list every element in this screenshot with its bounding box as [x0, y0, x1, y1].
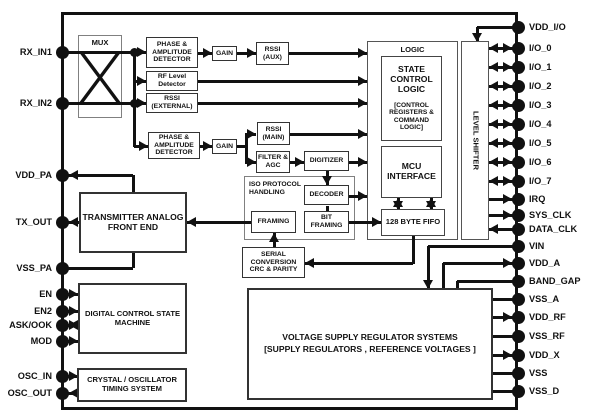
state-control-logic-note: [CONTROL REGISTERS & COMMAND LOGIC]: [389, 101, 434, 132]
arrowhead: [69, 320, 78, 330]
pin-dot-DATA_CLK: [512, 223, 525, 236]
pin-dot-I/O_4: [512, 118, 525, 131]
arrowhead: [203, 141, 212, 151]
arrowhead: [489, 100, 498, 110]
arrowhead: [295, 157, 304, 167]
arrowhead: [358, 48, 367, 58]
block-voltage-supply-regulator: VOLTAGE SUPPLY REGULATOR SYSTEMS: [282, 332, 458, 343]
pin-dot-I/O_3: [512, 99, 525, 112]
arrowhead: [187, 217, 196, 227]
pin-label-RX_IN1: RX_IN1: [19, 47, 52, 57]
arrowhead: [503, 157, 512, 167]
pin-dot-VSS_PA: [56, 262, 69, 275]
arrowhead: [503, 81, 512, 91]
arrowhead: [358, 157, 367, 167]
block-filter-agc: FILTER & AGC: [256, 151, 290, 173]
arrowhead: [503, 210, 512, 220]
wire: [187, 221, 251, 224]
block-rf-level-detector: RF Level Detector: [146, 71, 198, 91]
pin-label-VSS_D: VSS_D: [529, 386, 560, 396]
arrowhead: [203, 48, 212, 58]
block-framing: FRAMING: [251, 211, 296, 233]
pin-dot-RX_IN2: [56, 97, 69, 110]
pin-dot-VDD_X: [512, 349, 525, 362]
pin-dot-VDD_PA: [56, 169, 69, 182]
pin-label-VDD_PA: VDD_PA: [15, 170, 52, 180]
arrowhead: [69, 217, 78, 227]
logic-label: LOGIC: [400, 45, 425, 54]
pin-label-I/O_6: I/O_6: [529, 157, 552, 167]
block-phase-amplitude-detector-1: PHASE & AMPLITUDE DETECTOR: [146, 37, 198, 68]
pin-dot-VSS_A: [512, 293, 525, 306]
pin-dot-OSC_IN: [56, 370, 69, 383]
arrowhead: [489, 157, 498, 167]
pin-label-VSS_A: VSS_A: [529, 294, 560, 304]
pin-label-I/O_2: I/O_2: [529, 81, 552, 91]
arrowhead: [139, 141, 148, 151]
wire: [197, 80, 367, 83]
wire: [132, 252, 135, 268]
pin-label-IRQ: IRQ: [529, 194, 546, 204]
arrowhead: [358, 98, 367, 108]
pin-dot-I/O_2: [512, 80, 525, 93]
pin-dot-EN: [56, 288, 69, 301]
arrowhead: [503, 176, 512, 186]
arrowhead: [358, 129, 367, 139]
pin-dot-VSS_RF: [512, 330, 525, 343]
arrowhead: [489, 62, 498, 72]
block-gain-1: GAIN: [212, 46, 237, 61]
pin-dot-I/O_0: [512, 42, 525, 55]
block-rssi-main: RSSI (MAIN): [257, 122, 290, 145]
block-mcu-interface: MCU INTERFACE: [381, 146, 442, 198]
pin-dot-I/O_7: [512, 175, 525, 188]
pin-dot-VDD_RF: [512, 311, 525, 324]
pin-label-VSS_PA: VSS_PA: [16, 263, 52, 273]
block-level-shifter: LEVEL SHIFTER: [461, 41, 489, 240]
block-gain-2: GAIN: [212, 139, 237, 154]
pin-dot-VSS_D: [512, 385, 525, 398]
wire: [428, 245, 518, 248]
pin-label-I/O_5: I/O_5: [529, 138, 552, 148]
arrowhead: [503, 258, 512, 268]
pin-dot-VSS: [512, 367, 525, 380]
pin-label-I/O_0: I/O_0: [529, 43, 552, 53]
arrowhead: [489, 81, 498, 91]
pin-label-I/O_1: I/O_1: [529, 62, 552, 72]
arrowhead: [69, 336, 78, 346]
pin-label-BAND_GAP: BAND_GAP: [529, 276, 581, 286]
arrowhead: [269, 233, 279, 242]
arrowhead: [489, 43, 498, 53]
arrowhead: [503, 100, 512, 110]
block-rssi-aux: RSSI (AUX): [256, 42, 289, 65]
arrowhead: [69, 306, 78, 316]
arrowhead: [489, 138, 498, 148]
pin-dot-VDD_A: [512, 257, 525, 270]
wire: [290, 133, 367, 136]
pin-dot-TX_OUT: [56, 216, 69, 229]
pin-label-VIN: VIN: [529, 241, 545, 251]
wire: [289, 52, 367, 55]
arrowhead: [503, 43, 512, 53]
pin-dot-EN2: [56, 305, 69, 318]
pin-label-MOD: MOD: [30, 336, 52, 346]
block-phase-amplitude-detector-2: PHASE & AMPLITUDE DETECTOR: [148, 132, 200, 159]
pin-dot-ASK/OOK: [56, 319, 69, 332]
wire: [132, 175, 135, 193]
pin-dot-I/O_5: [512, 137, 525, 150]
arrowhead: [503, 194, 512, 204]
pin-label-DATA_CLK: DATA_CLK: [529, 224, 578, 234]
arrowhead: [503, 62, 512, 72]
junction-dot: [130, 48, 139, 57]
wire: [457, 280, 518, 283]
block-crystal-oscillator-timing: CRYSTAL / OSCILLATOR TIMING SYSTEM: [77, 368, 187, 402]
arrowhead: [247, 48, 256, 58]
block-digital-control-state-machine: DIGITAL CONTROL STATE MACHINE: [78, 283, 187, 354]
pin-label-I/O_4: I/O_4: [529, 119, 552, 129]
block-128-byte-fifo: 128 BYTE FIFO: [381, 209, 445, 236]
pin-dot-SYS_CLK: [512, 209, 525, 222]
wire: [442, 263, 445, 289]
voltage-regulator-note: [SUPPLY REGULATORS , REFERENCE VOLTAGES ]: [264, 344, 476, 354]
pin-label-VDD_I/O: VDD_I/O: [529, 22, 566, 32]
arrowhead: [372, 217, 381, 227]
mux-label: MUX: [91, 38, 109, 47]
pin-label-EN: EN: [39, 289, 52, 299]
wire: [412, 236, 415, 264]
block-decoder: DECODER: [304, 185, 349, 205]
iso-label: ISO PROTOCOL HANDLING: [249, 181, 301, 197]
wire: [305, 262, 413, 265]
pin-dot-VDD_I/O: [512, 21, 525, 34]
arrowhead: [322, 176, 332, 185]
arrowhead: [69, 170, 78, 180]
pin-label-VSS_RF: VSS_RF: [529, 331, 565, 341]
arrowhead: [503, 350, 512, 360]
pin-dot-I/O_1: [512, 61, 525, 74]
arrowhead: [137, 76, 146, 86]
arrowhead: [305, 258, 314, 268]
pin-dot-I/O_6: [512, 156, 525, 169]
arrowhead: [503, 138, 512, 148]
pin-label-I/O_3: I/O_3: [529, 100, 552, 110]
block-state-control-logic: STATE CONTROL LOGIC: [390, 64, 433, 94]
arrowhead: [489, 176, 498, 186]
mux-cross-icon: [78, 35, 122, 118]
pin-label-TX_OUT: TX_OUT: [15, 217, 52, 227]
arrowhead: [358, 191, 367, 201]
arrowhead: [503, 119, 512, 129]
pin-dot-IRQ: [512, 193, 525, 206]
block-rssi-external: RSSI (EXTERNAL): [146, 93, 198, 113]
arrowhead: [489, 224, 498, 234]
pin-label-VDD_X: VDD_X: [529, 350, 560, 360]
arrowhead: [247, 129, 256, 139]
pin-label-RX_IN2: RX_IN2: [19, 98, 52, 108]
block-serial-conversion: SERIAL CONVERSION CRC & PARITY: [242, 247, 305, 278]
pin-dot-VIN: [512, 240, 525, 253]
arrowhead: [503, 312, 512, 322]
pin-dot-MOD: [56, 335, 69, 348]
arrowhead: [247, 157, 256, 167]
pin-label-VSS: VSS: [529, 368, 548, 378]
block-bit-framing: BIT FRAMING: [304, 211, 349, 233]
wire: [197, 102, 367, 105]
pin-label-VDD_A: VDD_A: [529, 258, 561, 268]
arrowhead: [358, 76, 367, 86]
pin-label-I/O_7: I/O_7: [529, 176, 552, 186]
arrowhead: [69, 289, 78, 299]
pin-label-OSC_IN: OSC_IN: [17, 371, 52, 381]
pin-label-ASK/OOK: ASK/OOK: [9, 320, 52, 330]
junction-dot: [130, 99, 139, 108]
pin-dot-BAND_GAP: [512, 275, 525, 288]
pin-dot-RX_IN1: [56, 46, 69, 59]
pin-label-SYS_CLK: SYS_CLK: [529, 210, 572, 220]
block-digitizer: DIGITIZER: [304, 151, 349, 171]
pin-dot-OSC_OUT: [56, 387, 69, 400]
wire: [62, 267, 133, 270]
pin-label-OSC_OUT: OSC_OUT: [7, 388, 52, 398]
pin-label-EN2: EN2: [34, 306, 52, 316]
block-transmitter-analog-front-end: TRANSMITTER ANALOG FRONT END: [79, 192, 187, 253]
pin-label-VDD_RF: VDD_RF: [529, 312, 566, 322]
arrowhead: [489, 119, 498, 129]
